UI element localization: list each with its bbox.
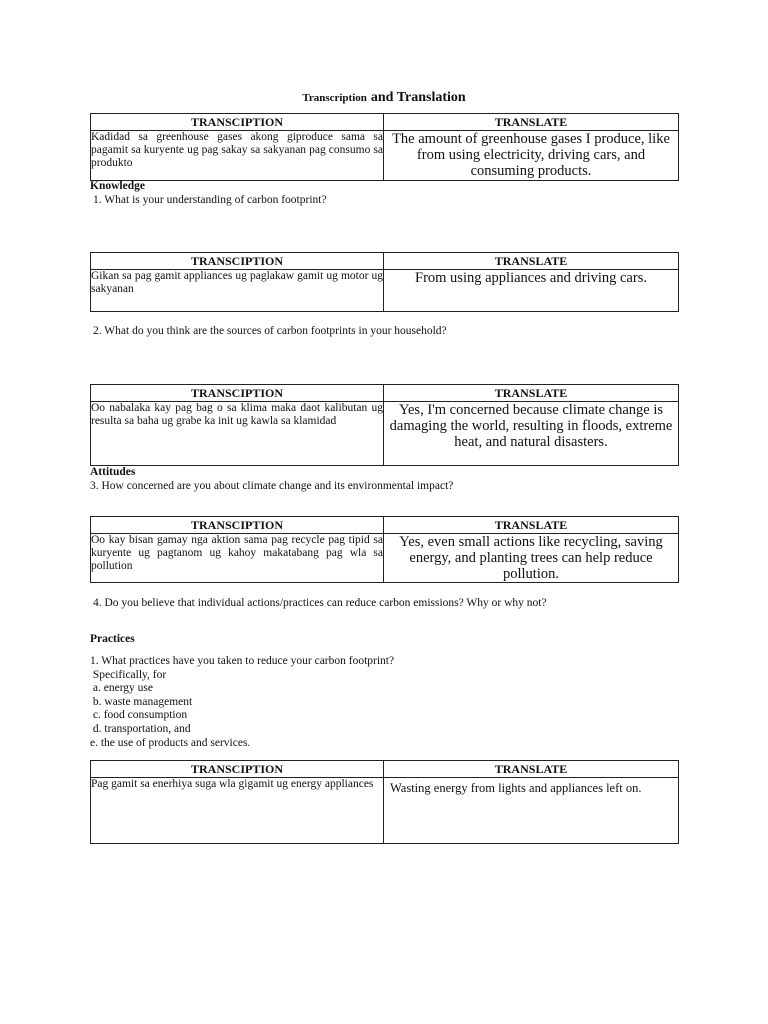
transcription-cell: Kadidad sa greenhouse gases akong giproduce sama sa pagamit sa kuryente ug pag sakay sa sakyanan pag consumo sa produkto [91, 131, 384, 181]
practices-line: e. the use of products and services. [90, 736, 251, 749]
header-transcription: TRANSCIPTION [91, 385, 384, 402]
question-2: 2. What do you think are the sources of carbon footprints in your household? [93, 325, 447, 337]
page-title [0, 88, 768, 106]
header-transcription: TRANSCIPTION [91, 253, 384, 270]
translation-table-1 [90, 113, 679, 181]
translation-cell: The amount of greenhouse gases I produce, like from using electricity, driving cars, and consuming products. [384, 131, 679, 181]
transcription-cell: Oo kay bisan gamay nga aktion sama pag recycle pag tipid sa kuryente ug pagtanom ug kahoy makatabang pag wla sa pollution [91, 534, 384, 583]
header-translate: TRANSLATE [384, 385, 679, 402]
translation-table-4 [90, 516, 679, 583]
header-translate: TRANSLATE [384, 114, 679, 131]
title-big: and Translation [370, 90, 466, 105]
header-transcription: TRANSCIPTION [91, 517, 384, 534]
question-3: 3. How concerned are you about climate change and its environmental impact? [90, 480, 454, 492]
practices-list [90, 655, 394, 750]
transcription-cell: Gikan sa pag gamit appliances ug paglakaw gamit ug motor ug sakyanan [91, 270, 384, 312]
translation-cell: From using appliances and driving cars. [384, 270, 679, 312]
practices-line: b. waste management [90, 695, 193, 708]
practices-line: c. food consumption [90, 709, 188, 722]
translation-table-5 [90, 760, 679, 844]
practices-line: Specifically, for [90, 668, 167, 681]
question-4: 4. Do you believe that individual actions/practices can reduce carbon emissions? Why or why not? [93, 597, 547, 609]
title-small: Transcription [302, 92, 367, 104]
practices-question: 1. What practices have you taken to reduce your carbon footprint? [90, 655, 395, 667]
transcription-cell: Oo nabalaka kay pag bag o sa klima maka daot kalibutan ug resulta sa baha ug grabe ka init ug kawla sa klamidad [91, 402, 384, 466]
section-practices: Practices [90, 633, 135, 645]
practices-line: a. energy use [90, 682, 154, 695]
translation-cell: Wasting energy from lights and appliances left on. [384, 778, 679, 844]
header-translate: TRANSLATE [384, 517, 679, 534]
section-knowledge: Knowledge [90, 180, 145, 192]
header-translate: TRANSLATE [384, 253, 679, 270]
translation-table-2 [90, 252, 679, 312]
question-1: 1. What is your understanding of carbon footprint? [93, 194, 327, 206]
translation-table-3 [90, 384, 679, 466]
header-transcription: TRANSCIPTION [91, 761, 384, 778]
header-transcription: TRANSCIPTION [91, 114, 384, 131]
header-translate: TRANSLATE [384, 761, 679, 778]
translation-cell: Yes, even small actions like recycling, saving energy, and planting trees can help reduce pollution. [384, 534, 679, 583]
transcription-cell: Pag gamit sa enerhiya suga wla gigamit ug energy appliances [91, 778, 384, 844]
practices-line: d. transportation, and [90, 722, 191, 735]
section-attitudes: Attitudes [90, 466, 136, 478]
translation-cell: Yes, I'm concerned because climate change is damaging the world, resulting in floods, extreme heat, and natural disasters. [384, 402, 679, 466]
